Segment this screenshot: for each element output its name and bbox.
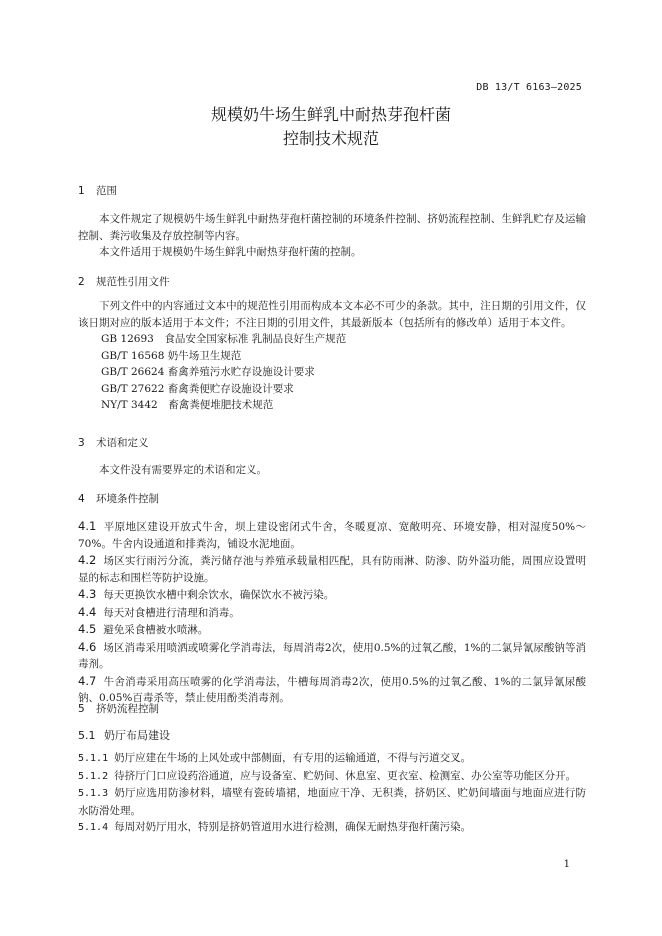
section-number: 1 xyxy=(78,185,85,197)
section-3-body xyxy=(78,462,586,479)
section-title: 环境条件控制 xyxy=(96,493,159,505)
reference-item: GB/T 27622 畜禽粪便贮存设施设计要求 xyxy=(101,382,294,395)
paragraph: 下列文件中的内容通过文本中的规范性引用而构成本文本必不可少的条款。其中，注日期的引用文件，仅该日期对应的版本适用于本文件；不注日期的引用文件，其最新版本（包括所有的修改单）适用于本文件。 xyxy=(78,300,586,329)
clause-number: 4.7 xyxy=(78,673,97,688)
section-title: 规范性引用文件 xyxy=(96,276,170,288)
subsection-5-1-heading xyxy=(78,729,170,743)
clause-number: 4.4 xyxy=(78,604,97,619)
section-2-heading xyxy=(78,275,170,289)
clause-number: 5.1.2 xyxy=(78,770,109,782)
clause-4-2 xyxy=(78,552,586,586)
reference-item: GB/T 26624 畜禽养殖污水贮存设施设计要求 xyxy=(101,366,315,378)
clause-4-3 xyxy=(78,586,586,604)
section-4-body xyxy=(78,518,586,707)
standard-code: DB 13/T 6163—2025 xyxy=(476,82,582,93)
section-5-heading xyxy=(78,702,159,716)
clause-4-4 xyxy=(78,604,586,622)
clause-5-1-4 xyxy=(78,819,586,837)
clause-text: 每周对奶厅用水，特别是挤奶管道用水进行检测，确保无耐热芽孢杆菌污染。 xyxy=(114,821,472,833)
section-4-heading xyxy=(78,492,159,506)
clause-number: 4.3 xyxy=(78,587,97,601)
paragraph: 本文件规定了规模奶牛场生鲜乳中耐热芽孢杆菌控制的环境条件控制、挤奶流程控制、生鲜乳贮存及运输控制、粪污收集及存放控制等内容。 xyxy=(78,213,586,242)
clause-text: 每天更换饮水槽中剩余饮水，确保饮水不被污染。 xyxy=(103,589,335,601)
clause-number: 4.2 xyxy=(78,553,97,567)
clause-4-5 xyxy=(78,621,586,639)
section-number: 2 xyxy=(78,276,85,288)
document-title-line2: 控制技术规范 xyxy=(282,129,379,148)
reference-item: GB/T 16568 奶牛场卫生规范 xyxy=(101,349,242,362)
clause-text: 场区消毒采用喷洒或喷雾化学消毒法，每周消毒2次，使用0.5%的过氧乙酸，1%的二氯异氰尿酸钠等消毒剂。 xyxy=(78,641,586,670)
clause-4-6 xyxy=(78,639,586,673)
reference-item: NY/T 3442 畜禽粪便堆肥技术规范 xyxy=(101,399,274,411)
clause-text: 避免采食槽被水喷淋。 xyxy=(103,624,209,636)
clause-number: 5.1.1 xyxy=(78,753,109,764)
clause-number: 4.5 xyxy=(78,622,97,636)
clause-5-1-1 xyxy=(78,750,586,768)
clause-text: 奶厅应建在牛场的上风处或中部侧面，有专用的运输通道，不得与污道交叉。 xyxy=(114,752,472,764)
paragraph: 本文件适用于规模奶牛场生鲜乳中耐热芽孢杆菌的控制。 xyxy=(99,246,362,258)
clause-5-1-2 xyxy=(78,768,586,786)
clause-text: 平原地区建设开放式牛舍，坝上建设密闭式牛舍，冬暖夏凉、宽敞明亮、环境安静，相对湿度50%～70%。牛舍内设通道和排粪沟，铺设水泥地面。 xyxy=(78,521,586,550)
section-3-heading xyxy=(78,436,149,450)
section-2-body xyxy=(78,298,586,414)
section-5-body xyxy=(78,750,586,837)
section-number: 5 xyxy=(78,703,85,715)
section-1-body xyxy=(78,211,586,261)
clause-number: 5.1.3 xyxy=(78,788,109,799)
clause-text: 场区实行雨污分流，粪污储存池与养殖承载量相匹配，具有防雨淋、防渗、防外溢功能，周围应设置明显的标志和围栏等防护设施。 xyxy=(78,555,586,584)
reference-item: GB 12693 食品安全国家标准 乳制品良好生产规范 xyxy=(101,333,347,345)
section-title: 范围 xyxy=(96,185,117,197)
clause-text: 每天对食槽进行清理和消毒。 xyxy=(103,606,240,619)
section-1-heading xyxy=(78,184,117,198)
paragraph: 本文件没有需要界定的术语和定义。 xyxy=(99,464,267,476)
clause-number: 4.6 xyxy=(78,639,97,654)
section-title: 术语和定义 xyxy=(96,437,149,449)
page-number: 1 xyxy=(563,859,570,870)
clause-text: 待挤厅门口应设药浴通道，应与设备室、贮奶间、休息室、更衣室、检测室、办公室等功能区分开。 xyxy=(114,769,577,782)
clause-4-1 xyxy=(78,518,586,552)
section-number: 3 xyxy=(78,437,85,449)
section-number: 4 xyxy=(78,493,85,505)
clause-5-1-3 xyxy=(78,785,586,819)
clause-text: 牛舍消毒采用高压喷雾的化学消毒法，牛槽每周消毒2次，使用0.5%的过氧乙酸、1%的二氯异氰尿酸钠、0.05%百毒杀等，禁止使用酚类消毒剂。 xyxy=(78,675,586,704)
document-title-line1: 规模奶牛场生鲜乳中耐热芽孢杆菌 xyxy=(210,105,451,124)
clause-number: 4.1 xyxy=(78,519,97,533)
section-title: 挤奶流程控制 xyxy=(96,703,159,715)
subsection-title: 奶厅布局建设 xyxy=(104,729,170,742)
subsection-number: 5.1 xyxy=(78,729,96,742)
clause-text: 奶厅应选用防渗材料，墙壁有瓷砖墙裙，地面应干净、无积粪，挤奶区、贮奶间墙面与地面应进行防水防滑处理。 xyxy=(78,787,586,817)
clause-number: 5.1.4 xyxy=(78,822,109,833)
